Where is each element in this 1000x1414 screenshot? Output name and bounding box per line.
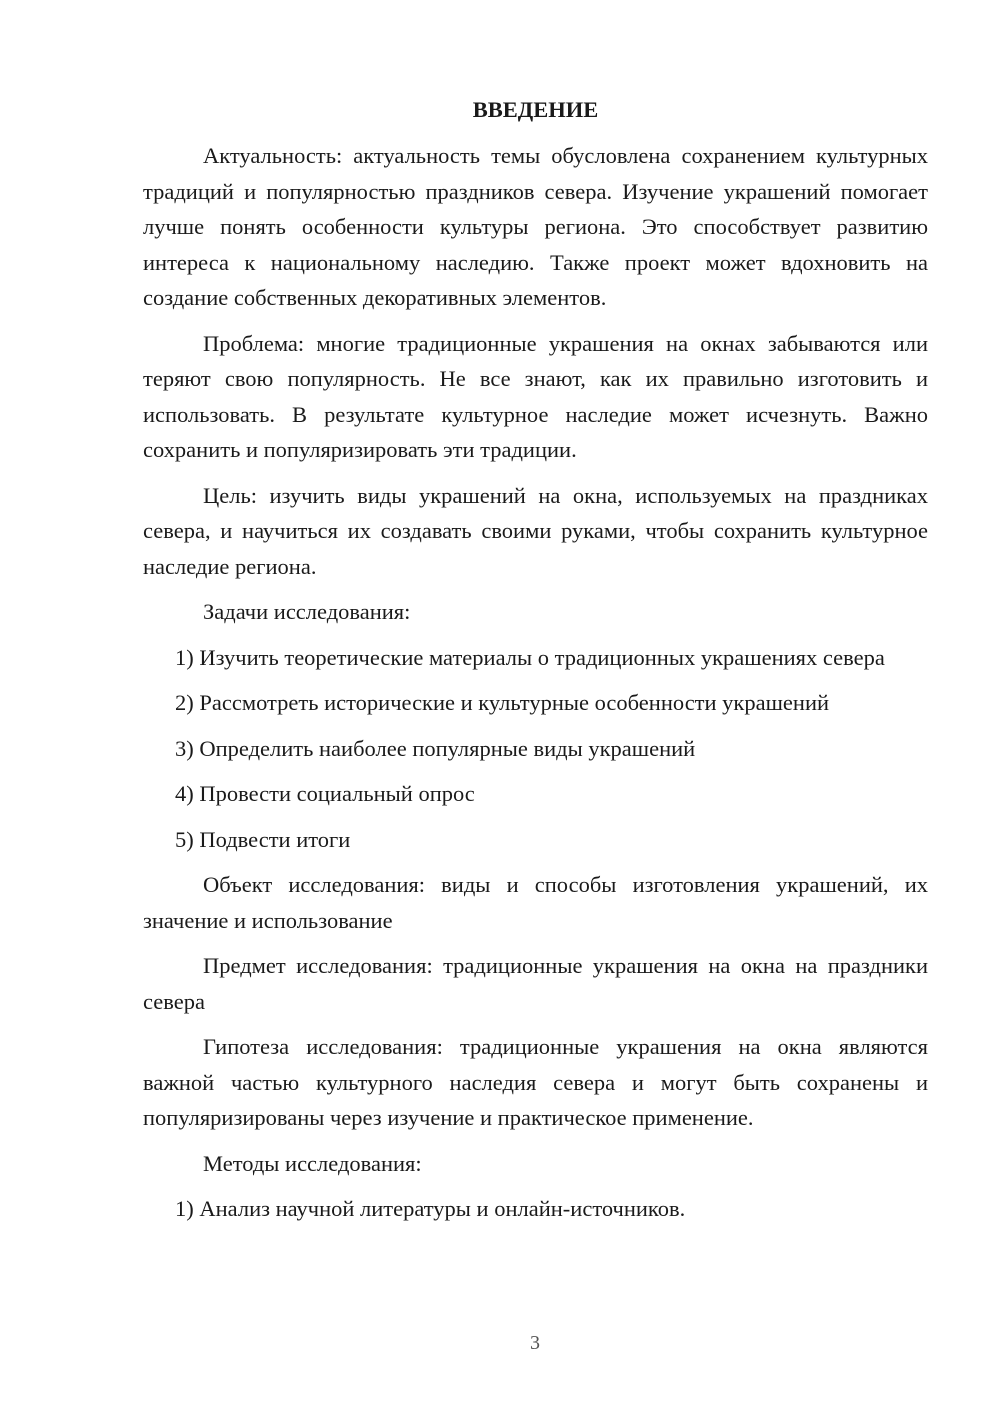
- methods-heading: Методы исследования:: [203, 1150, 422, 1176]
- method-item: 1) Анализ научной литературы и онлайн-источников.: [175, 1196, 686, 1221]
- relevance-paragraph: Актуальность: актуальность темы обусловлена сохранением культурных традиций и популярностью праздников севера. Изучение украшений помогает лучше понять особенности культуры региона. Это способствует развитию интереса к национальному наследию. Также проект может вдохновить на создание собственных декоративных элементов.: [143, 143, 928, 310]
- page-number: 3: [530, 1332, 540, 1354]
- goal-paragraph: Цель: изучить виды украшений на окна, используемых на праздниках севера, и научиться их создавать своими руками, чтобы сохранить культурное наследие региона.: [143, 482, 928, 579]
- section-title: ВВЕДЕНИЕ: [472, 97, 599, 122]
- task-item: 1) Изучить теоретические материалы о традиционных украшениях севера: [175, 644, 885, 670]
- task-item: 2) Рассмотреть исторические и культурные особенности украшений: [175, 690, 830, 715]
- task-item: 3) Определить наиболее популярные виды украшений: [175, 735, 696, 761]
- hypothesis-paragraph: Гипотеза исследования: традиционные украшения на окна являются важной частью культурного наследия севера и могут быть сохранены и популяризированы через изучение и практическое применение.: [143, 1034, 928, 1130]
- problem-paragraph: Проблема: многие традиционные украшения на окнах забываются или теряют свою популярность. Не все знают, как их правильно изготовить и использовать. В результате культурное наследие может исчезнуть. Важно сохранить и популяризировать эти традиции.: [143, 330, 928, 462]
- document-page: [143, 95, 928, 1237]
- task-item: 4) Провести социальный опрос: [175, 781, 475, 806]
- subject-paragraph: Предмет исследования: традиционные украшения на окна на праздники севера: [143, 953, 928, 1014]
- tasks-heading: Задачи исследования:: [203, 599, 411, 624]
- object-paragraph: Объект исследования: виды и способы изготовления украшений, их значение и использование: [143, 872, 928, 933]
- task-item: 5) Подвести итоги: [175, 826, 351, 852]
